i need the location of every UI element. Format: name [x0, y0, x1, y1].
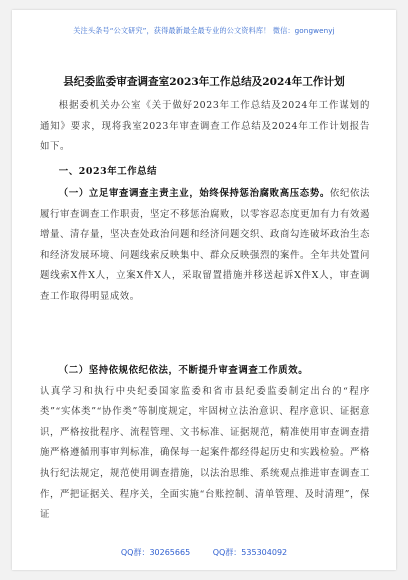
- top-banner: 关注头条号“公文研究”，获得最新最全最专业的公文资料库！ 微信：gongwenyj: [73, 26, 335, 35]
- section-2-paragraph: [40, 361, 370, 526]
- document-title: 县纪委监委审查调查室2023年工作总结及2024年工作计划: [63, 76, 345, 88]
- section-2-body: 认真学习和执行中央纪委国家监委和省市县纪委监委制定出台的“程序类”“实体类”“协作类”等制度规定，牢固树立法治意识、程序意识、证据意识，严格按批程序、流程管理、文书标准、证据规范，精准使用审查调查措施严格遵循刑事审判标准，确保每一起案件都经得起历史和实践检验。严格执行纪法规定，规范使用调查措施，以法治思维、系统观点推进审查调查工作，严把证据关、程序关，全面实施“台账控制、清单管理、及时清理”，保证: [40, 385, 370, 521]
- qq-group-2: QQ群：535304092: [212, 548, 288, 557]
- section-2-lead: （二）坚持依规依纪依法，不断提升审查调查工作质效。: [58, 365, 309, 376]
- bottom-banner: [12, 547, 396, 558]
- section-1-paragraph: [40, 184, 370, 308]
- section-1-lead: （一）立足审查调查主责主业，始终保持惩治腐败高压态势。: [58, 188, 330, 199]
- qq-group-1: QQ群：30265665: [120, 548, 191, 557]
- document-page: [12, 10, 396, 570]
- section-heading-1: 一、2023年工作总结: [58, 166, 158, 177]
- intro-paragraph: 根据委机关办公室《关于做好2023年工作总结及2024年工作谋划的通知》要求，现将我室2023年审查调查工作总结及2024年工作计划报告如下。: [40, 100, 370, 153]
- section-1-body: 依纪依法履行审查调查工作职责，坚定不移惩治腐败，以零容忍态度更加有力有效遏增量、清存量，坚决查处政治问题和经济问题交织、政商勾连破坏政治生态和经济发展环境、问题线索反映集中、群众反映强烈的案件。全年共处置问题线索X件X人，立案X件X人，采取留置措施并移送起诉X件X人，审查调查工作取得明显成效。: [40, 188, 371, 302]
